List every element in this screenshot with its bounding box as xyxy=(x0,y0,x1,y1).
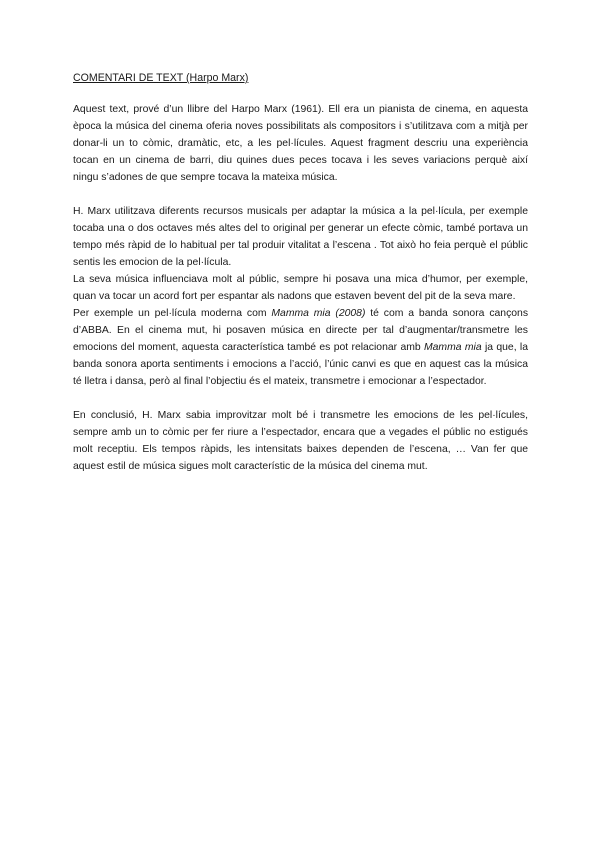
example-text-end: ja que, la banda sonora aporta sentiments i emocions a l’acció, l’únic canvi es que en aquest cas la música té lletra i dansa, però al final l’objectiu és el mateix, transmetre i emocionar a l’espectador. xyxy=(73,342,529,387)
film-title-italic: Mamma mia (2008) xyxy=(271,308,366,319)
paragraph-spacer xyxy=(73,390,528,407)
paragraph-spacer xyxy=(73,186,528,203)
example-text-start: Per exemple un pel·lícula moderna com xyxy=(73,308,272,319)
example-text-middle: té com a banda sonora cançons d’ABBA. En el cinema mut, hi posaven música en directe per tal d’augmentar/transmetre les emocions del moment, aquesta característica també es pot relacionar amb xyxy=(73,308,529,353)
paragraph-influence: La seva música influenciava molt al públic, sempre hi posava una mica d’humor, per exemple, quan va tocar un acord fort per espantar als nadons que estaven bevent del pit de la seva mare. xyxy=(73,274,528,302)
document-page xyxy=(73,70,528,475)
paragraph-example xyxy=(73,305,528,390)
document-title: COMENTARI DE TEXT (Harpo Marx) xyxy=(73,72,249,84)
paragraph-resources: H. Marx utilitzava diferents recursos musicals per adaptar la música a la pel·lícula, per exemple tocaba una o dos octaves més altes del to original per generar un efecte còmic, també portava un tempo més ràpid de lo habitual per tal produir vitalitat a l’escena . Tot això ho feia perquè el públic sentis les emocion de la pel·lícula. xyxy=(73,206,528,268)
film-title-short-italic: Mamma mia xyxy=(424,342,482,353)
paragraph-intro: Aquest text, prové d’un llibre del Harpo Marx (1961). Ell era un pianista de cinema, en aquesta època la música del cinema oferia noves possibilitats als compositors i s’utilitzava com a mitjà per donar-li un to còmic, dramàtic, etc, a les pel·lícules. Aquest fragment descriu una experiència tocan en un cinema de barri, diu quines dues peces tocava i les seves variacions perquè així ningu s’adones de que sempre tocava la mateixa música. xyxy=(73,104,528,183)
paragraph-conclusion: En conclusió, H. Marx sabia improvitzar molt bé i transmetre les emocions de les pel·lícules, sempre amb un to còmic per fer riure a l’espectador, encara que a vegades el públic no estigués molt receptiu. Els tempos ràpids, les intensitats baixes dependen de l’escena, … Van fer que aquest estil de música sigues molt característic de la música del cinema mut. xyxy=(73,410,528,472)
